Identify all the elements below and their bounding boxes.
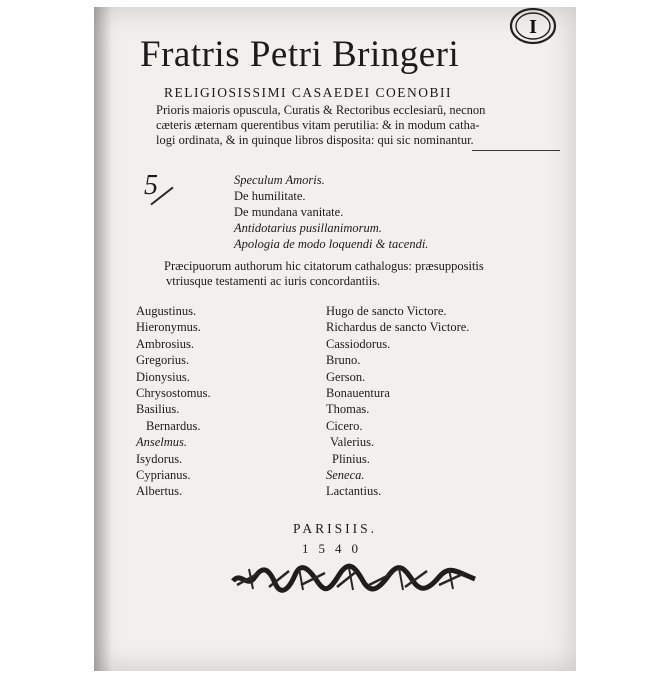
author-name: Dionysius. xyxy=(136,369,190,384)
author-name: Gerson. xyxy=(326,369,366,384)
authors-left-column xyxy=(136,303,211,500)
book-title: Fratris Petri Bringeri xyxy=(140,34,460,75)
works-list xyxy=(234,172,428,252)
author-name: Ambrosius. xyxy=(136,336,194,351)
description xyxy=(156,103,561,148)
author-name: Bonauentura xyxy=(326,386,390,401)
catalogue-intro xyxy=(164,259,564,289)
imprint-place: PARISIIS. xyxy=(293,521,377,536)
work-item: De mundana vanitate. xyxy=(234,205,344,219)
author-name: Albertus. xyxy=(136,484,183,499)
work-item: Speculum Amoris. xyxy=(234,173,325,187)
author-name: Gregorius. xyxy=(136,353,190,368)
title-page xyxy=(94,7,576,671)
author-name: Isydorus. xyxy=(136,451,183,466)
author-name: Cassiodorus. xyxy=(326,336,391,351)
author-name: Richardus de sancto Victore. xyxy=(326,320,470,335)
crossed-out-inscription xyxy=(229,563,479,595)
underline-rule xyxy=(472,150,560,151)
author-name: Basilius. xyxy=(136,402,180,417)
work-item: De humilitate. xyxy=(234,189,306,203)
author-name: Lactantius. xyxy=(326,484,382,499)
author-name: Chrysostomus. xyxy=(136,386,211,401)
author-name: Bruno. xyxy=(326,353,361,368)
author-name: Hieronymus. xyxy=(136,320,201,335)
library-stamp xyxy=(500,6,558,46)
author-name: Cicero. xyxy=(326,418,363,433)
author-name: Bernardus. xyxy=(146,418,201,433)
description-line: Prioris maioris opuscula, Curatis & Rectoribus ecclesiarû, necnon xyxy=(156,103,486,117)
intro-line: vtriusque testamenti ac iuris concordantiis. xyxy=(166,274,381,288)
authors-right-column xyxy=(326,303,469,500)
stamp-letter: I xyxy=(529,16,537,38)
author-name: Augustinus. xyxy=(136,304,197,318)
imprint-year: 1540 xyxy=(302,541,368,556)
author-name: Hugo de sancto Victore. xyxy=(326,304,447,318)
margin-note: 5 xyxy=(144,170,158,201)
work-item: Antidotarius pusillanimorum. xyxy=(234,221,382,235)
description-line: logi ordinata, & in quinque libros disposita: qui sic nominantur. xyxy=(156,133,474,147)
author-name: Cyprianus. xyxy=(136,468,191,483)
author-name: Plinius. xyxy=(332,451,370,466)
description-line: cæteris æternam querentibus vitam perutilia: & in modum catha- xyxy=(156,118,480,132)
author-name: Seneca. xyxy=(326,468,365,483)
book-subtitle: RELIGIOSISSIMI CASAEDEI COENOBII xyxy=(164,85,452,100)
author-name: Anselmus. xyxy=(136,435,188,450)
author-name: Thomas. xyxy=(326,402,370,417)
work-item: Apologia de modo loquendi & tacendi. xyxy=(234,237,429,251)
author-name: Valerius. xyxy=(330,435,375,450)
intro-line: Præcipuorum authorum hic citatorum cathalogus: præsuppositis xyxy=(164,259,484,273)
